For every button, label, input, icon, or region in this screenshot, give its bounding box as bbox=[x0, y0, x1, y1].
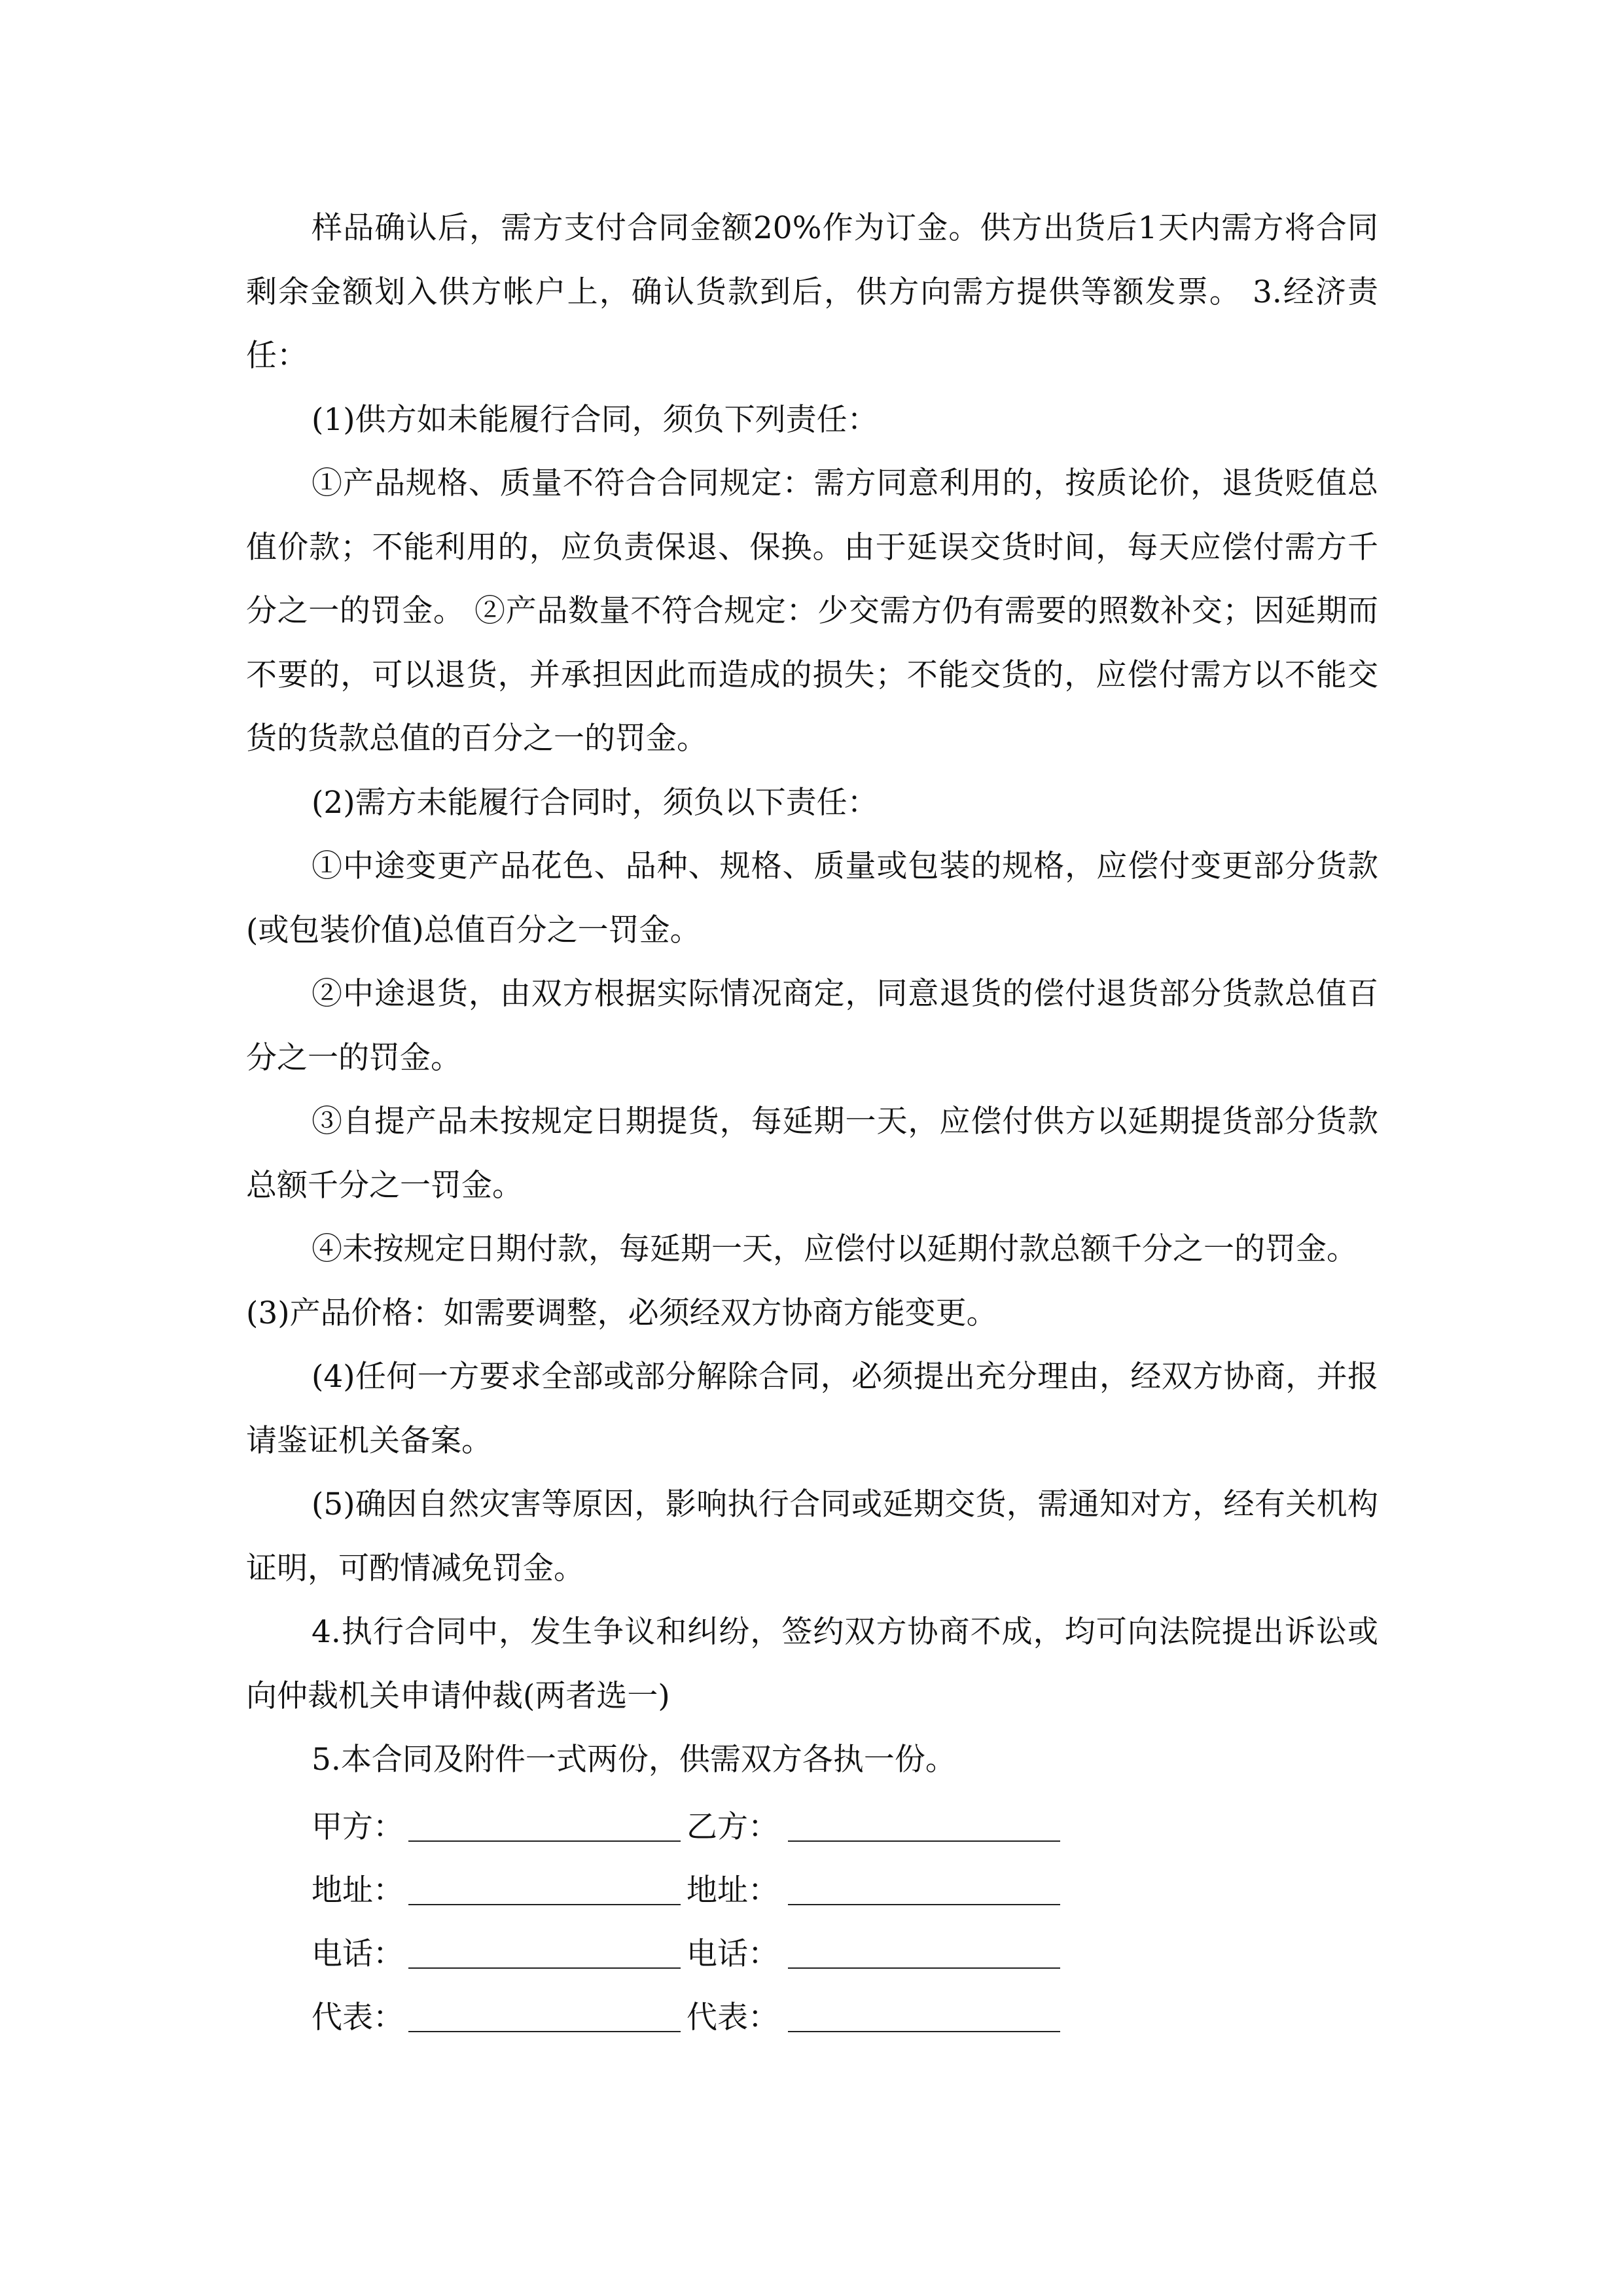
address-a-label: 地址： bbox=[312, 1873, 404, 1909]
paragraph-pickup-delay-penalty: ③自提产品未按规定日期提货，每延期一天，应偿付供方以延期提货部分货款总额千分之一罚金。 bbox=[246, 1103, 1378, 1204]
address-a-blank bbox=[408, 1904, 681, 1905]
paragraph-payment-delay-penalty: ④未按规定日期付款，每延期一天，应偿付以延期付款总额千分之一的罚金。 bbox=[312, 1231, 1357, 1267]
paragraph-dispute-resolution: 4.执行合同中，发生争议和纠纷，签约双方协商不成，均可向法院提出诉讼或向仲裁机关申请仲裁(两者选一) bbox=[246, 1614, 1378, 1714]
party-a-label: 甲方： bbox=[312, 1809, 404, 1845]
phone-a-blank bbox=[408, 1967, 681, 1969]
party-b-blank bbox=[788, 1840, 1060, 1842]
paragraph-price-adjustment: (3)产品价格：如需要调整，必须经双方协商方能变更。 bbox=[246, 1295, 997, 1331]
paragraph-copies: 5.本合同及附件一式两份，供需双方各执一份。 bbox=[312, 1742, 956, 1778]
paragraph-buyer-change-penalty: ①中途变更产品花色、品种、规格、质量或包装的规格，应偿付变更部分货款(或包装价值)总值百分之一罚金。 bbox=[246, 848, 1378, 948]
signature-row-phone bbox=[312, 1920, 1293, 1984]
signature-row-representative bbox=[312, 1984, 1293, 2047]
paragraph-buyer-liability-heading: (2)需方未能履行合同时，须负以下责任： bbox=[312, 784, 878, 821]
party-a-blank bbox=[408, 1840, 681, 1842]
rep-b-label: 代表： bbox=[687, 2000, 779, 2036]
paragraph-force-majeure: (5)确因自然灾害等原因，影响执行合同或延期交货，需通知对方，经有关机构证明，可酌情减免罚金。 bbox=[246, 1486, 1378, 1587]
paragraph-supplier-liability-detail: ①产品规格、质量不符合合同规定：需方同意利用的，按质论价，退货贬值总值价款；不能利用的，应负责保退、保换。由于延误交货时间，每天应偿付需方千分之一的罚金。 ②产品数量不符合规定：少交需方仍有需要的照数补交；因延期而不要的，可以退货，并承担因此而造成的损失；不能交货的，应偿付需方以不能交货的货款总值的百分之一的罚金。 bbox=[246, 465, 1378, 757]
rep-a-label: 代表： bbox=[312, 2000, 404, 2036]
phone-a-label: 电话： bbox=[312, 1936, 404, 1972]
paragraph-buyer-return-penalty: ②中途退货，由双方根据实际情况商定，同意退货的偿付退货部分货款总值百分之一的罚金。 bbox=[246, 976, 1378, 1076]
party-b-label: 乙方： bbox=[687, 1809, 779, 1845]
address-b-label: 地址： bbox=[687, 1873, 779, 1909]
address-b-blank bbox=[788, 1904, 1060, 1905]
paragraph-payment-terms: 样品确认后，需方支付合同金额20%作为订金。供方出货后1天内需方将合同剩余金额划入供方帐户上，确认货款到后，供方向需方提供等额发票。 3.经济责任： bbox=[246, 210, 1378, 374]
phone-b-blank bbox=[788, 1967, 1060, 1969]
phone-b-label: 电话： bbox=[687, 1936, 779, 1972]
paragraph-contract-termination: (4)任何一方要求全部或部分解除合同，必须提出充分理由，经双方协商，并报请鉴证机关备案。 bbox=[246, 1359, 1378, 1459]
signature-row-address bbox=[312, 1857, 1293, 1920]
rep-b-blank bbox=[788, 2031, 1060, 2032]
rep-a-blank bbox=[408, 2031, 681, 2032]
signature-row-party bbox=[312, 1793, 1293, 1857]
paragraph-supplier-liability-heading: (1)供方如未能履行合同，须负下列责任： bbox=[312, 401, 878, 438]
document-body bbox=[246, 196, 1378, 1792]
